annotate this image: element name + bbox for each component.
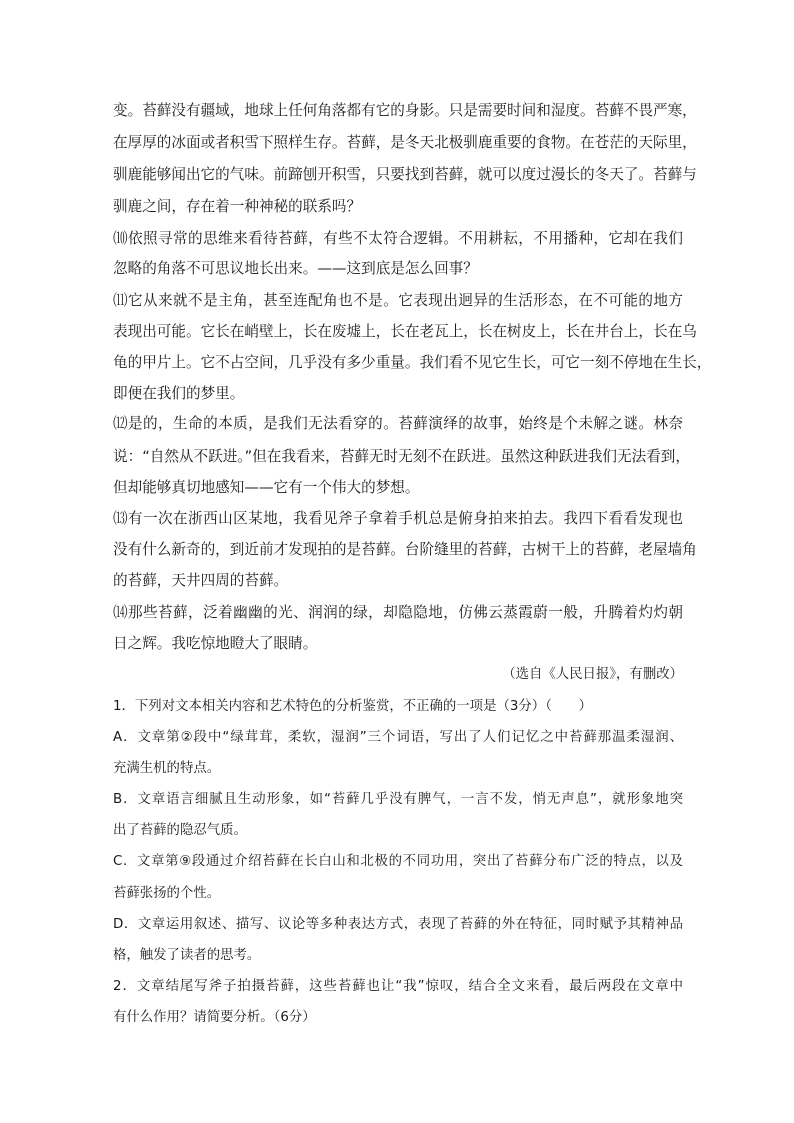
para-11-line: 即便在我们的梦里。: [113, 385, 245, 402]
para-11-line: ⑾它从来就不是主角，甚至连配角也不是。它表现出迥异的生活形态，在不可能的地方: [113, 292, 683, 309]
para-13-line: ⒀有一次在浙西山区某地，我看见斧子拿着手机总是俯身拍来拍去。我四下看看发现也: [113, 510, 683, 527]
para-9-line: 在厚厚的冰面或者积雪下照样生存。苔藓，是冬天北极驯鹿重要的食物。在苍茫的天际里，: [113, 134, 697, 151]
para-11-line: 龟的甲片上。它不占空间，几乎没有多少重量。我们看不见它生长，可它一刻不停地在生长，: [113, 354, 712, 371]
question-1-option-c: C．文章第⑨段通过介绍苔藓在长白山和北极的不同功用，突出了苔藓分布广泛的特点，以及: [113, 854, 683, 869]
question-1-option-a: 充满生机的特点。: [113, 761, 221, 776]
para-14-line: 日之辉。我吃惊地瞪大了眼睛。: [113, 635, 318, 652]
para-12-line: 说：“自然从不跃进。”但在我看来，苔藓无时无刻不在跃进。虽然这种跃进我们无法看到，: [113, 448, 690, 465]
para-12-line: 但却能够真切地感知——它有一个伟大的梦想。: [113, 479, 420, 496]
para-11-line: 表现出可能。它长在峭壁上，长在废墟上，长在老瓦上，长在树皮上，长在井台上，长在乌: [113, 323, 697, 340]
question-1-option-a: A．文章第②段中“绿茸茸，柔软，湿润”三个词语，写出了人们记忆之中苔藓那温柔湿润、: [113, 730, 683, 745]
para-10-line: 忽略的角落不可思议地长出来。——这到底是怎么回事？: [113, 260, 478, 277]
question-2-stem: 有什么作用？请简要分析。（6分）: [113, 1010, 316, 1025]
question-1-option-b: B．文章语言细腻且生动形象，如“苔藓几乎没有脾气，一言不发，悄无声息”，就形象地突: [113, 792, 683, 807]
para-9-line: 驯鹿之间，存在着一种神秘的联系吗？: [113, 198, 362, 215]
question-1-option-b: 出了苔藓的隐忍气质。: [113, 823, 247, 838]
para-9-line: 变。苔藓没有疆域，地球上任何角落都有它的身影。只是需要时间和湿度。苔藓不畏严寒，: [113, 102, 697, 119]
para-13-line: 没有什么新奇的，到近前才发现拍的是苔藓。台阶缝里的苔藓，古树干上的苔藓，老屋墙角: [113, 541, 697, 558]
question-1-stem: 1．下列对文本相关内容和艺术特色的分析鉴赏，不正确的一项是（3分）（ ）: [113, 699, 593, 714]
para-14-line: ⒁那些苔藓，泛着幽幽的光、润润的绿，却隐隐地，仿佛云蒸霞蔚一般，升腾着灼灼朝: [113, 604, 683, 621]
para-12-line: ⑿是的，生命的本质，是我们无法看穿的。苔藓演绎的故事，始终是个未解之谜。林奈: [113, 415, 683, 432]
question-1-option-c: 苔藓张扬的个性。: [113, 886, 221, 901]
para-10-line: ⑽依照寻常的思维来看待苔藓，有些不太符合逻辑。不用耕耘，不用播种，它却在我们: [113, 230, 683, 247]
question-1-option-d: 格，触发了读者的思考。: [113, 948, 261, 963]
para-9-line: 驯鹿能够闻出它的气味。前蹄刨开积雪，只要找到苔藓，就可以度过漫长的冬天了。苔藓与: [113, 166, 697, 183]
question-2-stem: 2．文章结尾写斧子拍摄苔藓，这些苔藓也让“我”惊叹，结合全文来看，最后两段在文章中: [113, 979, 683, 994]
source-citation: （选自《人民日报》，有删改）: [502, 667, 683, 682]
question-1-option-d: D．文章运用叙述、描写、议论等多种表达方式，表现了苔藓的外在特征，同时赋予其精神品: [113, 917, 683, 932]
para-13-line: 的苔藓，天井四周的苔藓。: [113, 572, 289, 589]
